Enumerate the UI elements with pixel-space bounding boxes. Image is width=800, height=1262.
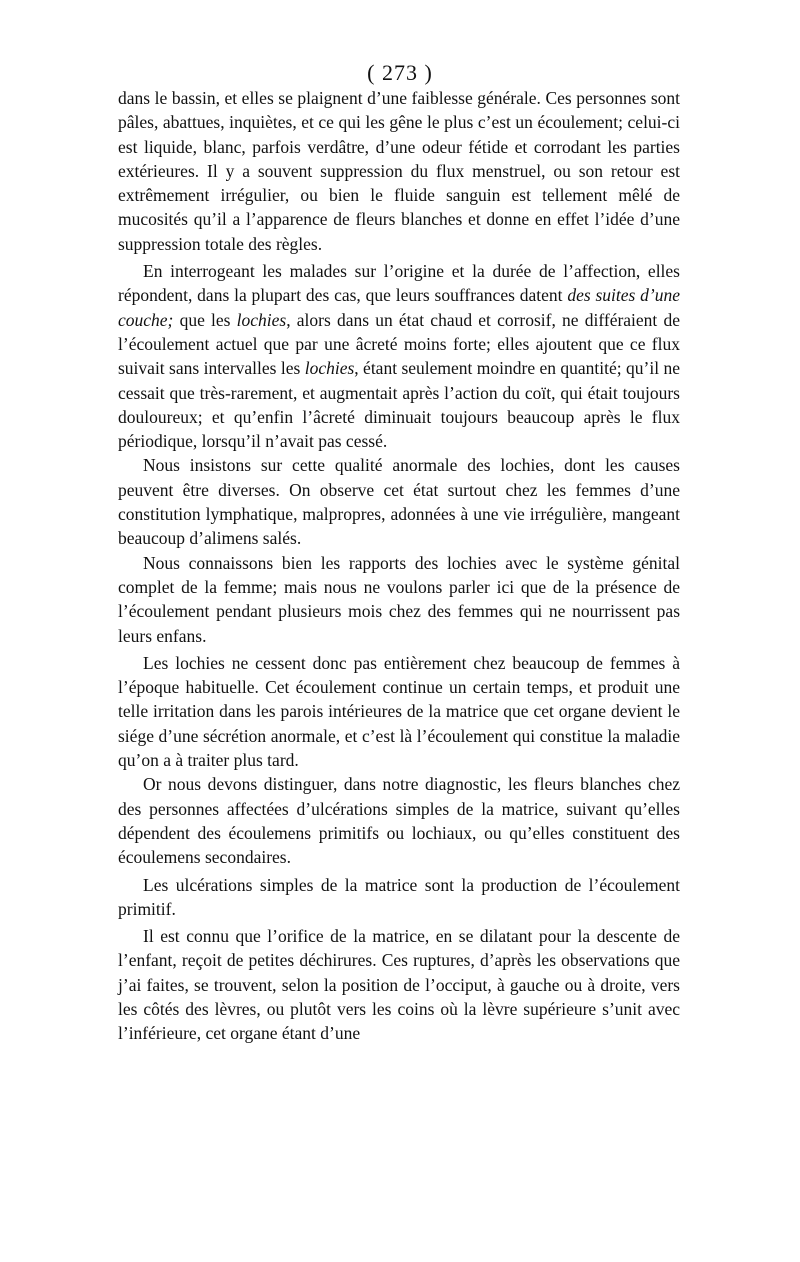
text-segment: , étant seulement moindre en quantité; qu’il ne cessait que très-rarement, et augmentait après l’action du coït, qui était toujours douloureux; et qu’enfin l’âcreté diminuait toujours beaucoup après le flux périodique, lorsqu’il n’avait pas cessé.: [118, 358, 680, 452]
text-segment: Or nous devons distinguer, dans notre diagnostic, les fleurs blanches chez des personnes affectées d’ulcérations simples de la matrice, suivant qu’elles dépendent des écoulemens primitifs ou lochiaux, ou qu’elles constituent des écoulemens secondaires.: [118, 774, 680, 868]
paragraph: [118, 453, 680, 550]
text-segment: , alors dans un état chaud et corrosif, ne différaient de l’écoulement actuel que par une âcreté moins forte; elles ajoutent que ce flux suivait sans intervalles les: [118, 309, 680, 379]
text-segment: que les: [173, 309, 237, 330]
italic-segment: des suites d’une couche;: [118, 285, 680, 330]
text-segment: Les lochies ne cessent donc pas entièrement chez beaucoup de femmes à l’époque habituelle. Cet écoulement continue un certain temps, et produit une telle irritation dans les parois intérieures de la matrice que cet organe devient le siége d’une sécrétion anormale, et c’est là l’écoulement qui constitue la maladie qu’on a à traiter plus tard.: [118, 652, 680, 771]
paragraph: [118, 259, 680, 453]
text-segment: Nous insistons sur cette qualité anormale des lochies, dont les causes peuvent être diverses. On observe cet état surtout chez les femmes d’une constitution lymphatique, malpropres, adonnées à une vie irrégulière, mangeant beaucoup d’alimens salés.: [118, 455, 680, 549]
paragraph: [118, 772, 680, 869]
text-segment: dans le bassin, et elles se plaignent d’une faiblesse générale. Ces personnes sont pâles, abattues, inquiètes, et ce qui les gêne le plus c’est un écoulement; celui-ci est liquide, blanc, parfois verdâtre, d’une odeur fétide et corrodant les parties extérieures. Il y a souvent suppression du flux menstruel, ou son retour est extrêmement irrégulier, ou bien le fluide sanguin est tellement mêlé de mucosités qu’il a l’apparence de fleurs blanches et donne en effet l’idée d’une suppression totale des règles.: [118, 88, 680, 254]
paragraph: [118, 873, 680, 922]
italic-segment: lochies: [304, 358, 355, 379]
paragraph: [118, 551, 680, 648]
text-segment: Les ulcérations simples de la matrice sont la production de l’écoulement primitif.: [118, 874, 680, 919]
italic-segment: lochies: [236, 309, 287, 330]
paragraph: [118, 924, 680, 1045]
text-segment: En interrogeant les malades sur l’origine et la durée de l’affection, elles répondent, dans la plupart des cas, que leurs souffrances datent: [118, 261, 680, 306]
text-segment: Il est connu que l’orifice de la matrice, en se dilatant pour la descente de l’enfant, reçoit de petites déchirures. Ces ruptures, d’après les observations que j’ai faites, se trouvent, selon la position de l’occiput, à gauche ou à droite, vers les côtés des lèvres, ou plutôt vers les coins où la lèvre supérieure s’unit avec l’inférieure, cet organe étant d’une: [118, 926, 680, 1044]
paragraph: [118, 86, 680, 256]
paragraph: [118, 651, 680, 772]
body-text: [118, 86, 680, 1046]
page-number: ( 273 ): [367, 60, 433, 85]
text-segment: Nous connaissons bien les rapports des lochies avec le système génital complet de la femme; mais nous ne voulons parler ici que de la présence de l’écoulement pendant plusieurs mois chez des femmes qui ne nourrissent pas leurs enfans.: [118, 552, 680, 646]
